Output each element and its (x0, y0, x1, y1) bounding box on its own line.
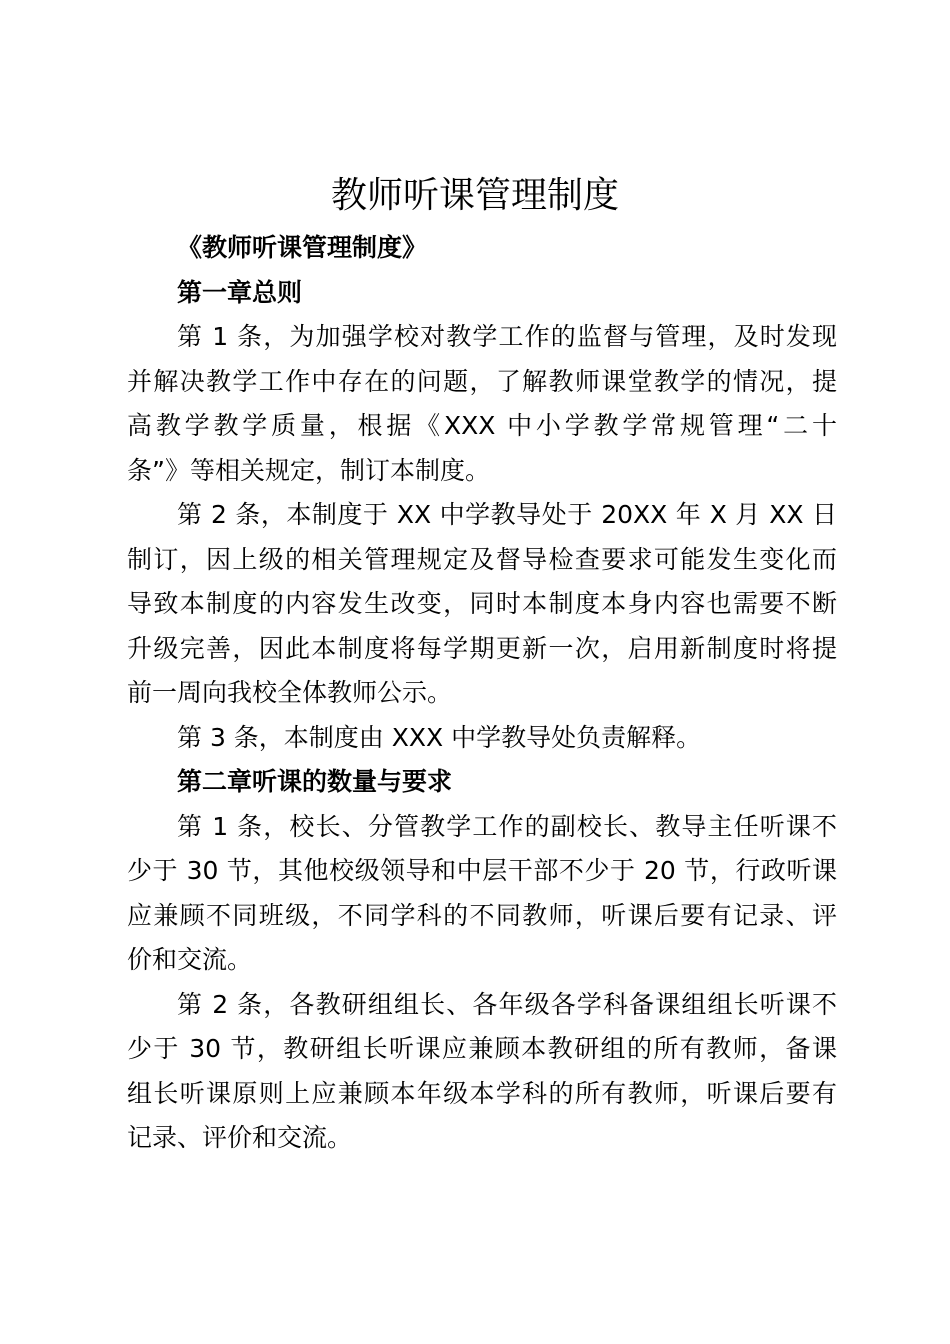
document-body (127, 226, 837, 1161)
chapter-heading-1: 第一章总则 (177, 277, 303, 307)
paragraph-line: 升级完善，因此本制度将每学期更新一次，启用新制度时将提 (127, 633, 837, 663)
paragraph-line: 第 1 条，为加强学校对教学工作的监督与管理，及时发现 (177, 322, 837, 351)
paragraph-line: 少于 30 节，教研组长听课应兼顾本教研组的所有教师，备课 (127, 1034, 837, 1063)
article-1-2 (127, 493, 837, 716)
document-subtitle: 《教师听课管理制度》 (177, 233, 428, 262)
article-1-1 (127, 315, 837, 493)
paragraph-line: 记录、评价和交流。 (127, 1123, 353, 1152)
paragraph-line: 少于 30 节，其他校级领导和中层干部不少于 20 节，行政听课 (127, 856, 837, 885)
paragraph-line: 应兼顾不同班级，不同学科的不同教师，听课后要有记录、评 (127, 900, 837, 930)
paragraph-line: 导致本制度的内容发生改变，同时本制度本身内容也需要不断 (127, 589, 837, 618)
paragraph-line: 制订，因上级的相关管理规定及督导检查要求可能发生变化而 (127, 544, 837, 574)
paragraph-line: 第 2 条，各教研组组长、各年级各学科备课组组长听课不 (177, 989, 837, 1019)
paragraph-line: 组长听课原则上应兼顾本年级本学科的所有教师，听课后要有 (127, 1078, 837, 1108)
article-2-1 (127, 805, 837, 983)
document-title: 教师听课管理制度 (330, 175, 619, 216)
chapter-heading-2: 第二章听课的数量与要求 (177, 767, 453, 796)
paragraph-line: 第 2 条，本制度于 XX 中学教导处于 20XX 年 X 月 XX 日 (177, 500, 837, 529)
paragraph-line: 价和交流。 (127, 945, 253, 974)
paragraph-line: 前一周向我校全体教师公示。 (127, 678, 453, 707)
paragraph-line: 条”》等相关规定，制订本制度。 (127, 455, 490, 485)
paragraph-line: 并解决教学工作中存在的问题，了解教师课堂教学的情况，提 (127, 366, 837, 396)
article-1-3 (127, 716, 837, 761)
paragraph-line: 第 3 条，本制度由 XXX 中学教导处负责解释。 (177, 722, 702, 752)
article-2-2 (127, 983, 837, 1161)
paragraph-line: 高教学教学质量，根据《XXX 中小学教学常规管理“二十 (127, 411, 837, 440)
paragraph-line: 第 1 条，校长、分管教学工作的副校长、教导主任听课不 (177, 811, 837, 841)
